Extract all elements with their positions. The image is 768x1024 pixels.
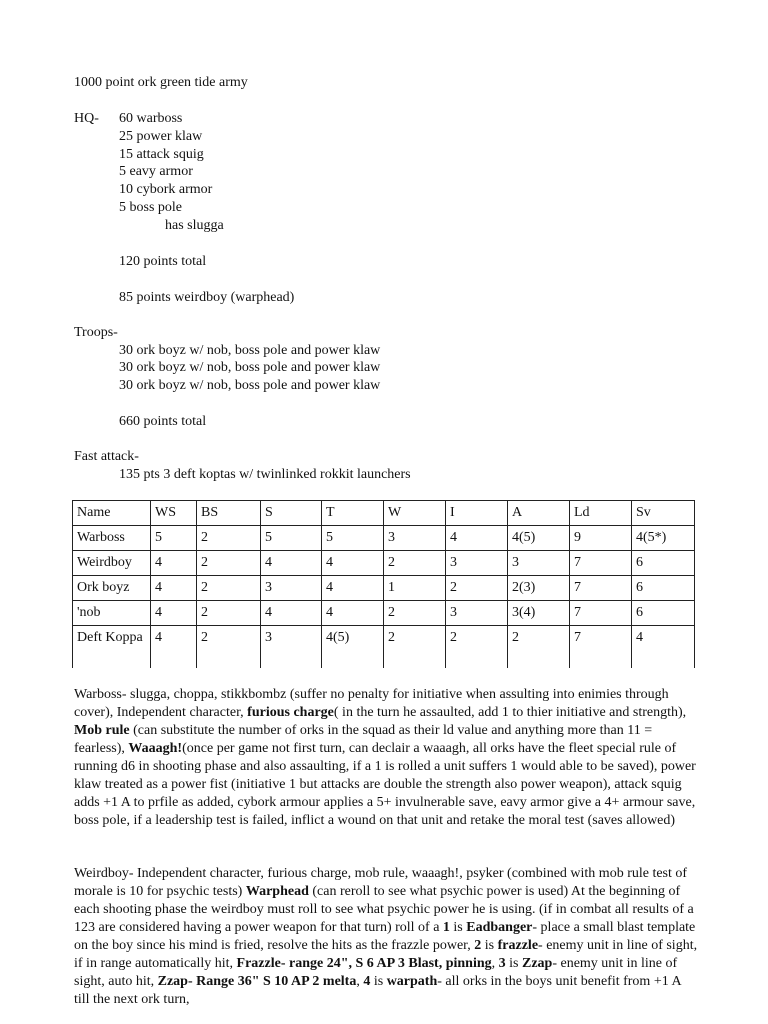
table-cell: 7 — [570, 601, 632, 626]
text-run: Weirdboy- Independent character, furious charge, mob rule, waaagh!, psyker (combined with mob rule test of morale is 10 for psychic tests) — [74, 866, 688, 899]
bold-text: Warphead — [245, 884, 309, 899]
table-cell: Ork boyz — [73, 576, 151, 601]
fast-attack-label: Fast attack- — [74, 449, 139, 464]
hq-item: 60 warboss — [119, 111, 183, 126]
hq-label: HQ- — [74, 111, 99, 126]
bold-text: 3 — [498, 956, 506, 971]
troops-total: 660 points total — [119, 414, 207, 429]
stats-table — [72, 500, 695, 668]
table-cell: 4 — [151, 601, 197, 626]
hq-sub-item: has slugga — [165, 218, 224, 233]
table-cell: 2 — [446, 626, 508, 669]
table-cell: 7 — [570, 551, 632, 576]
table-row — [73, 526, 695, 551]
text-run: is — [449, 920, 467, 935]
table-cell: 4 — [632, 626, 695, 669]
table-cell: 6 — [632, 551, 695, 576]
table-cell: 3 — [261, 576, 322, 601]
text-run: , — [356, 974, 364, 989]
table-cell: 2 — [197, 551, 261, 576]
text-run: (once per game not first turn, can declair a waaagh, all orks have the fleet special rule of running d6 in shooting phase and also assaulting, if a 1 is rolled a unit suffers 1 would able to be saved), power klaw treated as a power fist (initiative 1 but attacks are double the strength also power weapon), attack squig adds +1 A to prfile as added, cybork armour applies a 5+ invulnerable save, eavy armor give a 4+ armour save, boss pole, if a leadership test is failed, inflict a wound on that unit and retake the moral test (saves allowed) — [74, 741, 696, 828]
table-row — [73, 626, 695, 669]
bold-text: warpath — [386, 974, 438, 989]
table-cell: 3(4) — [508, 601, 570, 626]
bold-text: Zzap — [521, 956, 553, 971]
table-cell: 3 — [446, 551, 508, 576]
table-cell: 4 — [261, 601, 322, 626]
table-header-cell: S — [261, 501, 322, 526]
text-run: Warboss- slugga, choppa, stikkbombz (suffer no penalty for initiative when assulting into enimies through cover), Independent character, — [74, 687, 669, 720]
table-cell: 3 — [446, 601, 508, 626]
bold-text: Mob rule — [74, 723, 130, 738]
table-cell: 5 — [261, 526, 322, 551]
table-cell: 4(5) — [508, 526, 570, 551]
table-cell: 2 — [384, 626, 446, 669]
bold-text: Frazzle- range 24", S 6 AP 3 Blast, pinning — [236, 956, 492, 971]
table-cell: 4 — [151, 551, 197, 576]
table-header-row — [73, 501, 695, 526]
table-header-cell: Name — [73, 501, 151, 526]
table-cell: 3 — [508, 551, 570, 576]
table-header-cell: W — [384, 501, 446, 526]
table-cell: 2 — [197, 576, 261, 601]
table-cell: 5 — [151, 526, 197, 551]
hq-weirdboy: 85 points weirdboy (warphead) — [119, 290, 295, 305]
table-cell: 4 — [261, 551, 322, 576]
fast-attack-item: 135 pts 3 deft koptas w/ twinlinked rokkit launchers — [119, 467, 411, 482]
table-cell: Warboss — [73, 526, 151, 551]
table-cell: Weirdboy — [73, 551, 151, 576]
table-cell: 2 — [197, 601, 261, 626]
table-row — [73, 551, 695, 576]
text-run: - all orks in the boys unit benefit from +1 A till the next ork turn, — [74, 974, 681, 1007]
text-run: - enemy unit in line of sight, if in range automatically hit, — [74, 938, 698, 971]
table-header-cell: Ld — [570, 501, 632, 526]
table-cell: 2 — [197, 526, 261, 551]
table-cell: 2 — [446, 576, 508, 601]
bold-text: Zzap- Range 36" S 10 AP 2 melta — [157, 974, 357, 989]
hq-item: 15 attack squig — [119, 147, 204, 162]
table-cell: 'nob — [73, 601, 151, 626]
table-cell: 7 — [570, 626, 632, 669]
table-row — [73, 601, 695, 626]
troops-item: 30 ork boyz w/ nob, boss pole and power klaw — [119, 378, 381, 393]
table-cell: 4 — [446, 526, 508, 551]
text-run: - enemy unit in line of sight, auto hit, — [74, 956, 678, 989]
table-cell: 6 — [632, 576, 695, 601]
table-header-cell: Sv — [632, 501, 695, 526]
text-run: is — [481, 938, 498, 953]
table-cell: 2 — [384, 601, 446, 626]
bold-text: furious charge — [247, 705, 334, 720]
text-run: is — [505, 956, 522, 971]
table-header-cell: WS — [151, 501, 197, 526]
table-header-cell: T — [322, 501, 384, 526]
bold-text: Waaagh! — [128, 741, 183, 756]
table-cell: 4(5) — [322, 626, 384, 669]
table-cell: 4 — [322, 601, 384, 626]
table-header-cell: A — [508, 501, 570, 526]
text-run: , — [491, 956, 499, 971]
troops-item: 30 ork boyz w/ nob, boss pole and power klaw — [119, 343, 381, 358]
table-cell: 2 — [384, 551, 446, 576]
text-run: is — [370, 974, 387, 989]
table-cell: Deft Koppa — [73, 626, 151, 669]
text-run: ( in the turn he assaulted, add 1 to thier initiative and strength), — [333, 705, 687, 720]
table-cell: 4(5*) — [632, 526, 695, 551]
text-run: - place a small blast template on the boy since his mind is fried, resolve the hits as the frazzle power, — [74, 920, 696, 953]
document-title: 1000 point ork green tide army — [74, 75, 248, 90]
hq-item: 10 cybork armor — [119, 182, 213, 197]
table-cell: 2 — [197, 626, 261, 669]
bold-text: 1 — [442, 920, 450, 935]
table-cell: 5 — [322, 526, 384, 551]
table-cell: 4 — [151, 626, 197, 669]
troops-label: Troops- — [74, 325, 118, 340]
table-header-cell: BS — [197, 501, 261, 526]
bold-text: 4 — [363, 974, 371, 989]
table-cell: 4 — [322, 576, 384, 601]
table-cell: 2 — [508, 626, 570, 669]
hq-item: 5 eavy armor — [119, 164, 193, 179]
table-cell: 3 — [261, 626, 322, 669]
table-cell: 9 — [570, 526, 632, 551]
weirdboy-description — [74, 865, 699, 1009]
hq-item: 5 boss pole — [119, 200, 182, 215]
text-run: (can substitute the number of orks in the squad as their ld value and anything more than 11 = fearless), — [74, 723, 653, 756]
troops-item: 30 ork boyz w/ nob, boss pole and power klaw — [119, 360, 381, 375]
table-cell: 1 — [384, 576, 446, 601]
bold-text: 2 — [474, 938, 482, 953]
table-header-cell: I — [446, 501, 508, 526]
warboss-description — [74, 686, 699, 830]
hq-total: 120 points total — [119, 254, 207, 269]
table-cell: 3 — [384, 526, 446, 551]
text-run: (can reroll to see what psychic power is used) At the beginning of each shooting phase the weirdboy must roll to see what psychic power he is using. (if in combat all results of a 123 are considered having a power weapon for that turn) roll of a — [74, 884, 694, 935]
table-cell: 4 — [151, 576, 197, 601]
table-cell: 7 — [570, 576, 632, 601]
table-cell: 6 — [632, 601, 695, 626]
table-row — [73, 576, 695, 601]
hq-item: 25 power klaw — [119, 129, 203, 144]
bold-text: frazzle — [497, 938, 539, 953]
table-cell: 2(3) — [508, 576, 570, 601]
table-cell: 4 — [322, 551, 384, 576]
bold-text: Eadbanger — [466, 920, 533, 935]
